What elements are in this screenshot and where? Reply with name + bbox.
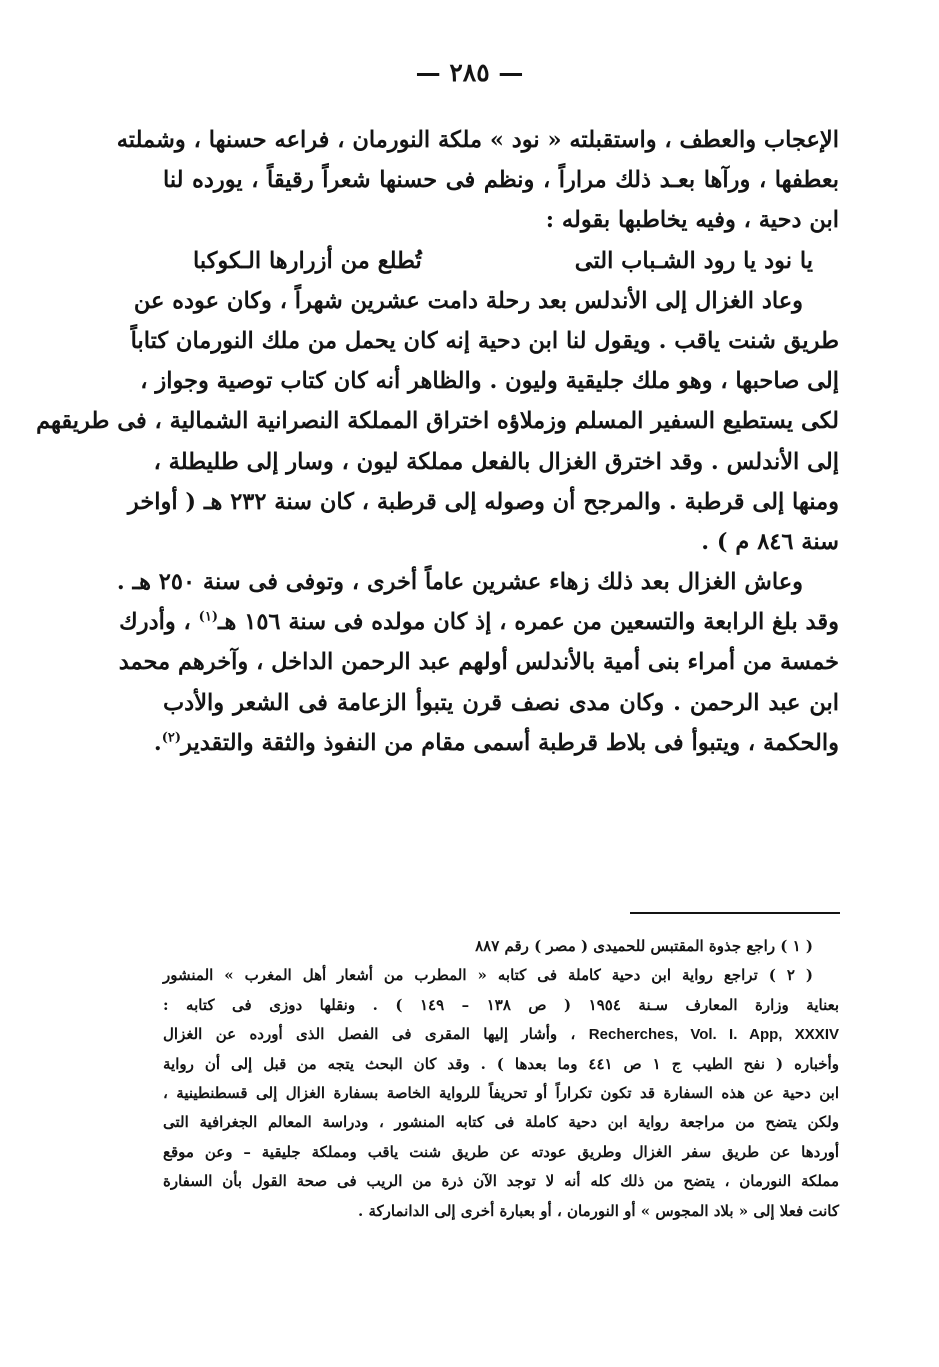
verse-hemistich-second: تُطلع من أزرارها الـكوكبا	[193, 247, 422, 274]
paragraph-1-line-2: بعطفها ، ورآها بعـد ذلك مراراً ، ونظم فى حسنها شعراً رقيقاً ، يورده لنا	[163, 167, 839, 194]
paragraph-2-line-5: إلى الأندلس . وقد اخترق الغزال بالفعل مملكة ليون ، وسار إلى طليطلة ،	[153, 448, 839, 475]
paragraph-3-line-3: خمسة من أمراء بنى أمية بالأندلس أولهم عبد الرحمن الداخل ، وآخرهم محمد	[118, 649, 839, 676]
footnote-2-line-6: ولكن يتضح من مراجعة رواية ابن دحية كاملة فى كتابه المنشور ، ودراسة المعالم الجغرافية التى	[163, 1113, 839, 1132]
paragraph-1-line-1: الإعجاب والعطف ، واستقبلته « نود » ملكة النورمان ، فراعه حسنها ، وشملته	[116, 127, 839, 153]
footnote-2-line-3-text: ، وأشار إليها المقرى فى الفصل الذى أورده عن الغزال	[163, 1025, 576, 1044]
paragraph-3-line-5	[153, 723, 839, 763]
footnotes	[163, 932, 839, 1226]
paragraph-3-line-5-text: والحكمة ، ويتبوأ فى بلاط قرطبة أسمى مقام من النفوذ والثقة والتقدير	[181, 729, 839, 756]
footnote-2-latin-reference: Recherches, Vol. I. App, XXXIV	[588, 1026, 839, 1044]
paragraph-2-line-1: وعاد الغزال إلى الأندلس بعد رحلة دامت عشرين شهراً ، وكان عوده عن	[133, 287, 803, 314]
paragraph-2-line-6: ومنها إلى قرطبة . والمرجح أن وصوله إلى قرطبة ، كان سنة ٢٣٢ هـ ( أواخر	[127, 488, 839, 515]
footnote-marker-2[interactable]: (٢)	[161, 730, 182, 746]
paragraph-3-line-2-tail: ، وأدرك	[119, 609, 191, 636]
footnote-2-line-5: ابن دحية عن هذه السفارة قد تكون تكراراً أو تحريفاً للرواية الخاصة بسفارة الغزال إلى قسطنطينية ،	[163, 1083, 839, 1102]
footnote-2-line-8: مملكة النورمان ، يتضح من ذلك كله أنه لا توجد الآن ذرة من الريب فى صحة القول بأن السفارة	[163, 1172, 839, 1191]
footnote-2-line-1: ( ٢ ) تراجع رواية ابن دحية كاملة فى كتابه « المطرب من أشعار أهل المغرب » المنشور	[163, 966, 813, 985]
page-number: — ٢٨٥ —	[415, 58, 524, 87]
footnote-2-line-7: أوردها عن طريق سفر الغزال وطريق عودته عن طريق شنت ياقب ومملكة جليقية – وعن موقع	[163, 1142, 839, 1161]
paragraph-2-line-7: سنة ٨٤٦ م ) .	[701, 528, 839, 555]
footnote-1: ( ١ ) راجع جذوة المقتبس للحميدى ( مصر ) رقم ٨٨٧	[475, 937, 813, 955]
footnote-marker-1[interactable]: (١)	[198, 609, 218, 625]
paragraph-3-line-1: وعاش الغزال بعد ذلك زهاء عشرين عاماً أخرى ، وتوفى فى سنة ٢٥٠ هـ .	[116, 569, 803, 596]
footnote-separator	[630, 912, 840, 914]
footnote-2-line-4: وأخباره ( نفح الطيب ج ١ ص ٤٤١ وما بعدها ) . وقد كان البحث يتجه من قبل إلى أن رواية	[163, 1054, 839, 1073]
body-text	[36, 120, 839, 763]
poem-verse	[163, 241, 839, 281]
footnote-2-line-9: كانت فعلا إلى « بلاد المجوس » أو النورمان ، أو بعبارة أخرى إلى الدانماركة .	[358, 1201, 839, 1220]
verse-hemistich-first: يا نود يا رود الشـباب التى	[574, 247, 813, 274]
footnote-2-line-2: بعناية وزارة المعارف سـنة ١٩٥٤ ( ص ١٣٨ – ١٤٩ ) . ونقلها دوزى فى كتابه :	[163, 995, 840, 1014]
paragraph-2-line-2: طريق شنت ياقب . ويقول لنا ابن دحية إنه كان يحمل من ملك النورمان كتاباً	[130, 327, 839, 354]
paragraph-1-line-3: ابن دحية ، وفيه يخاطبها بقوله :	[545, 207, 839, 234]
paragraph-3-line-4: ابن عبد الرحمن . وكان مدى نصف قرن يتبوأ الزعامة فى الشعر والأدب	[163, 689, 839, 716]
paragraph-2-line-3: إلى صاحبها ، وهو ملك جليقية وليون . والظاهر أنه كان كتاب توصية وجواز ،	[140, 368, 839, 395]
paragraph-2-line-4: لكى يستطيع السفير المسلم وزملاؤه اختراق المملكة النصرانية الشمالية ، فى طريقهم	[36, 408, 839, 435]
paragraph-3-line-2	[119, 602, 839, 642]
paragraph-3-line-2-text: وقد بلغ الرابعة والتسعين من عمره ، إذ كان مولده فى سنة ١٥٦ هـ	[217, 609, 839, 636]
paragraph-3-end-mark: .	[153, 729, 162, 756]
footnote-2-line-3	[163, 1020, 839, 1049]
